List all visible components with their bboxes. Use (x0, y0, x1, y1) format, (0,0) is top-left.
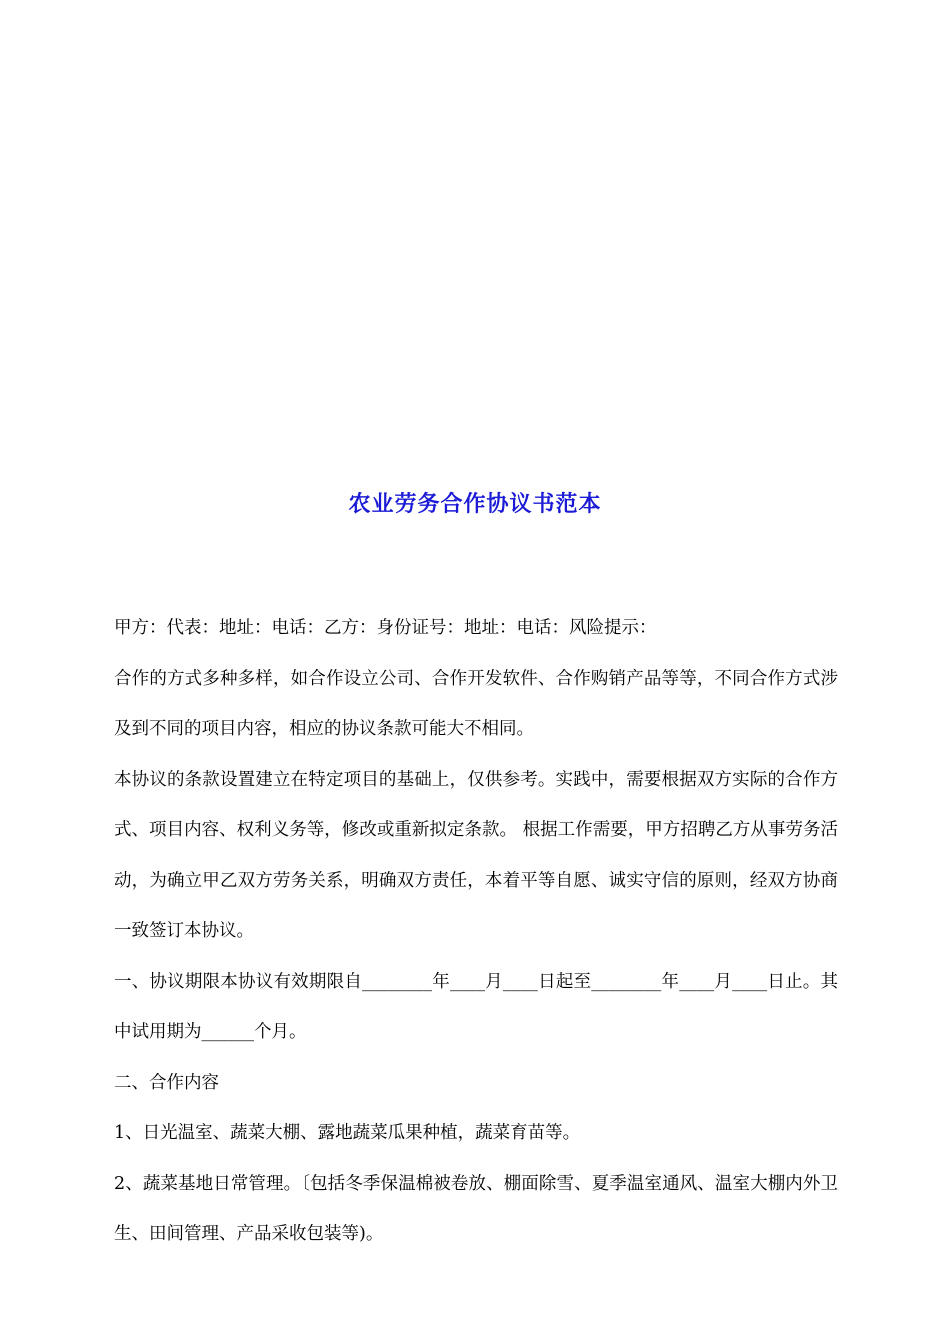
preamble-paragraph: 本协议的条款设置建立在特定项目的基础上，仅供参考。实践中，需要根据双方实际的合作方式、项目内容、权利义务等，修改或重新拟定条款。 根据工作需要，甲方招聘乙方从事劳务活动，为确立甲乙双方劳务关系，明确双方责任，本着平等自愿、诚实守信的原则，经双方协商一致签订本协议。 (114, 769, 838, 941)
document-title: 农业劳务合作协议书范本 (348, 491, 602, 517)
document-body (114, 603, 838, 1260)
cooperation-item-1: 1、日光温室、蔬菜大棚、露地蔬菜瓜果种植，蔬菜育苗等。 (114, 1123, 581, 1143)
term-clause-paragraph: 一、协议期限本协议有效期限自________年____月____日起至________年____月____日止。其中试用期为______个月。 (114, 971, 838, 1042)
cooperation-item-2: 2、蔬菜基地日常管理。〔包括冬季保温棉被卷放、棚面除雪、夏季温室通风、温室大棚内外卫生、田间管理、产品采收包装等)。 (114, 1173, 838, 1244)
parties-paragraph: 甲方：代表：地址：电话：乙方：身份证号：地址：电话：风险提示： (114, 618, 657, 638)
section-heading-cooperation: 二、合作内容 (114, 1072, 219, 1093)
risk-note-paragraph: 合作的方式多种多样，如合作设立公司、合作开发软件、合作购销产品等等，不同合作方式涉及到不同的项目内容，相应的协议条款可能大不相同。 (114, 668, 838, 739)
